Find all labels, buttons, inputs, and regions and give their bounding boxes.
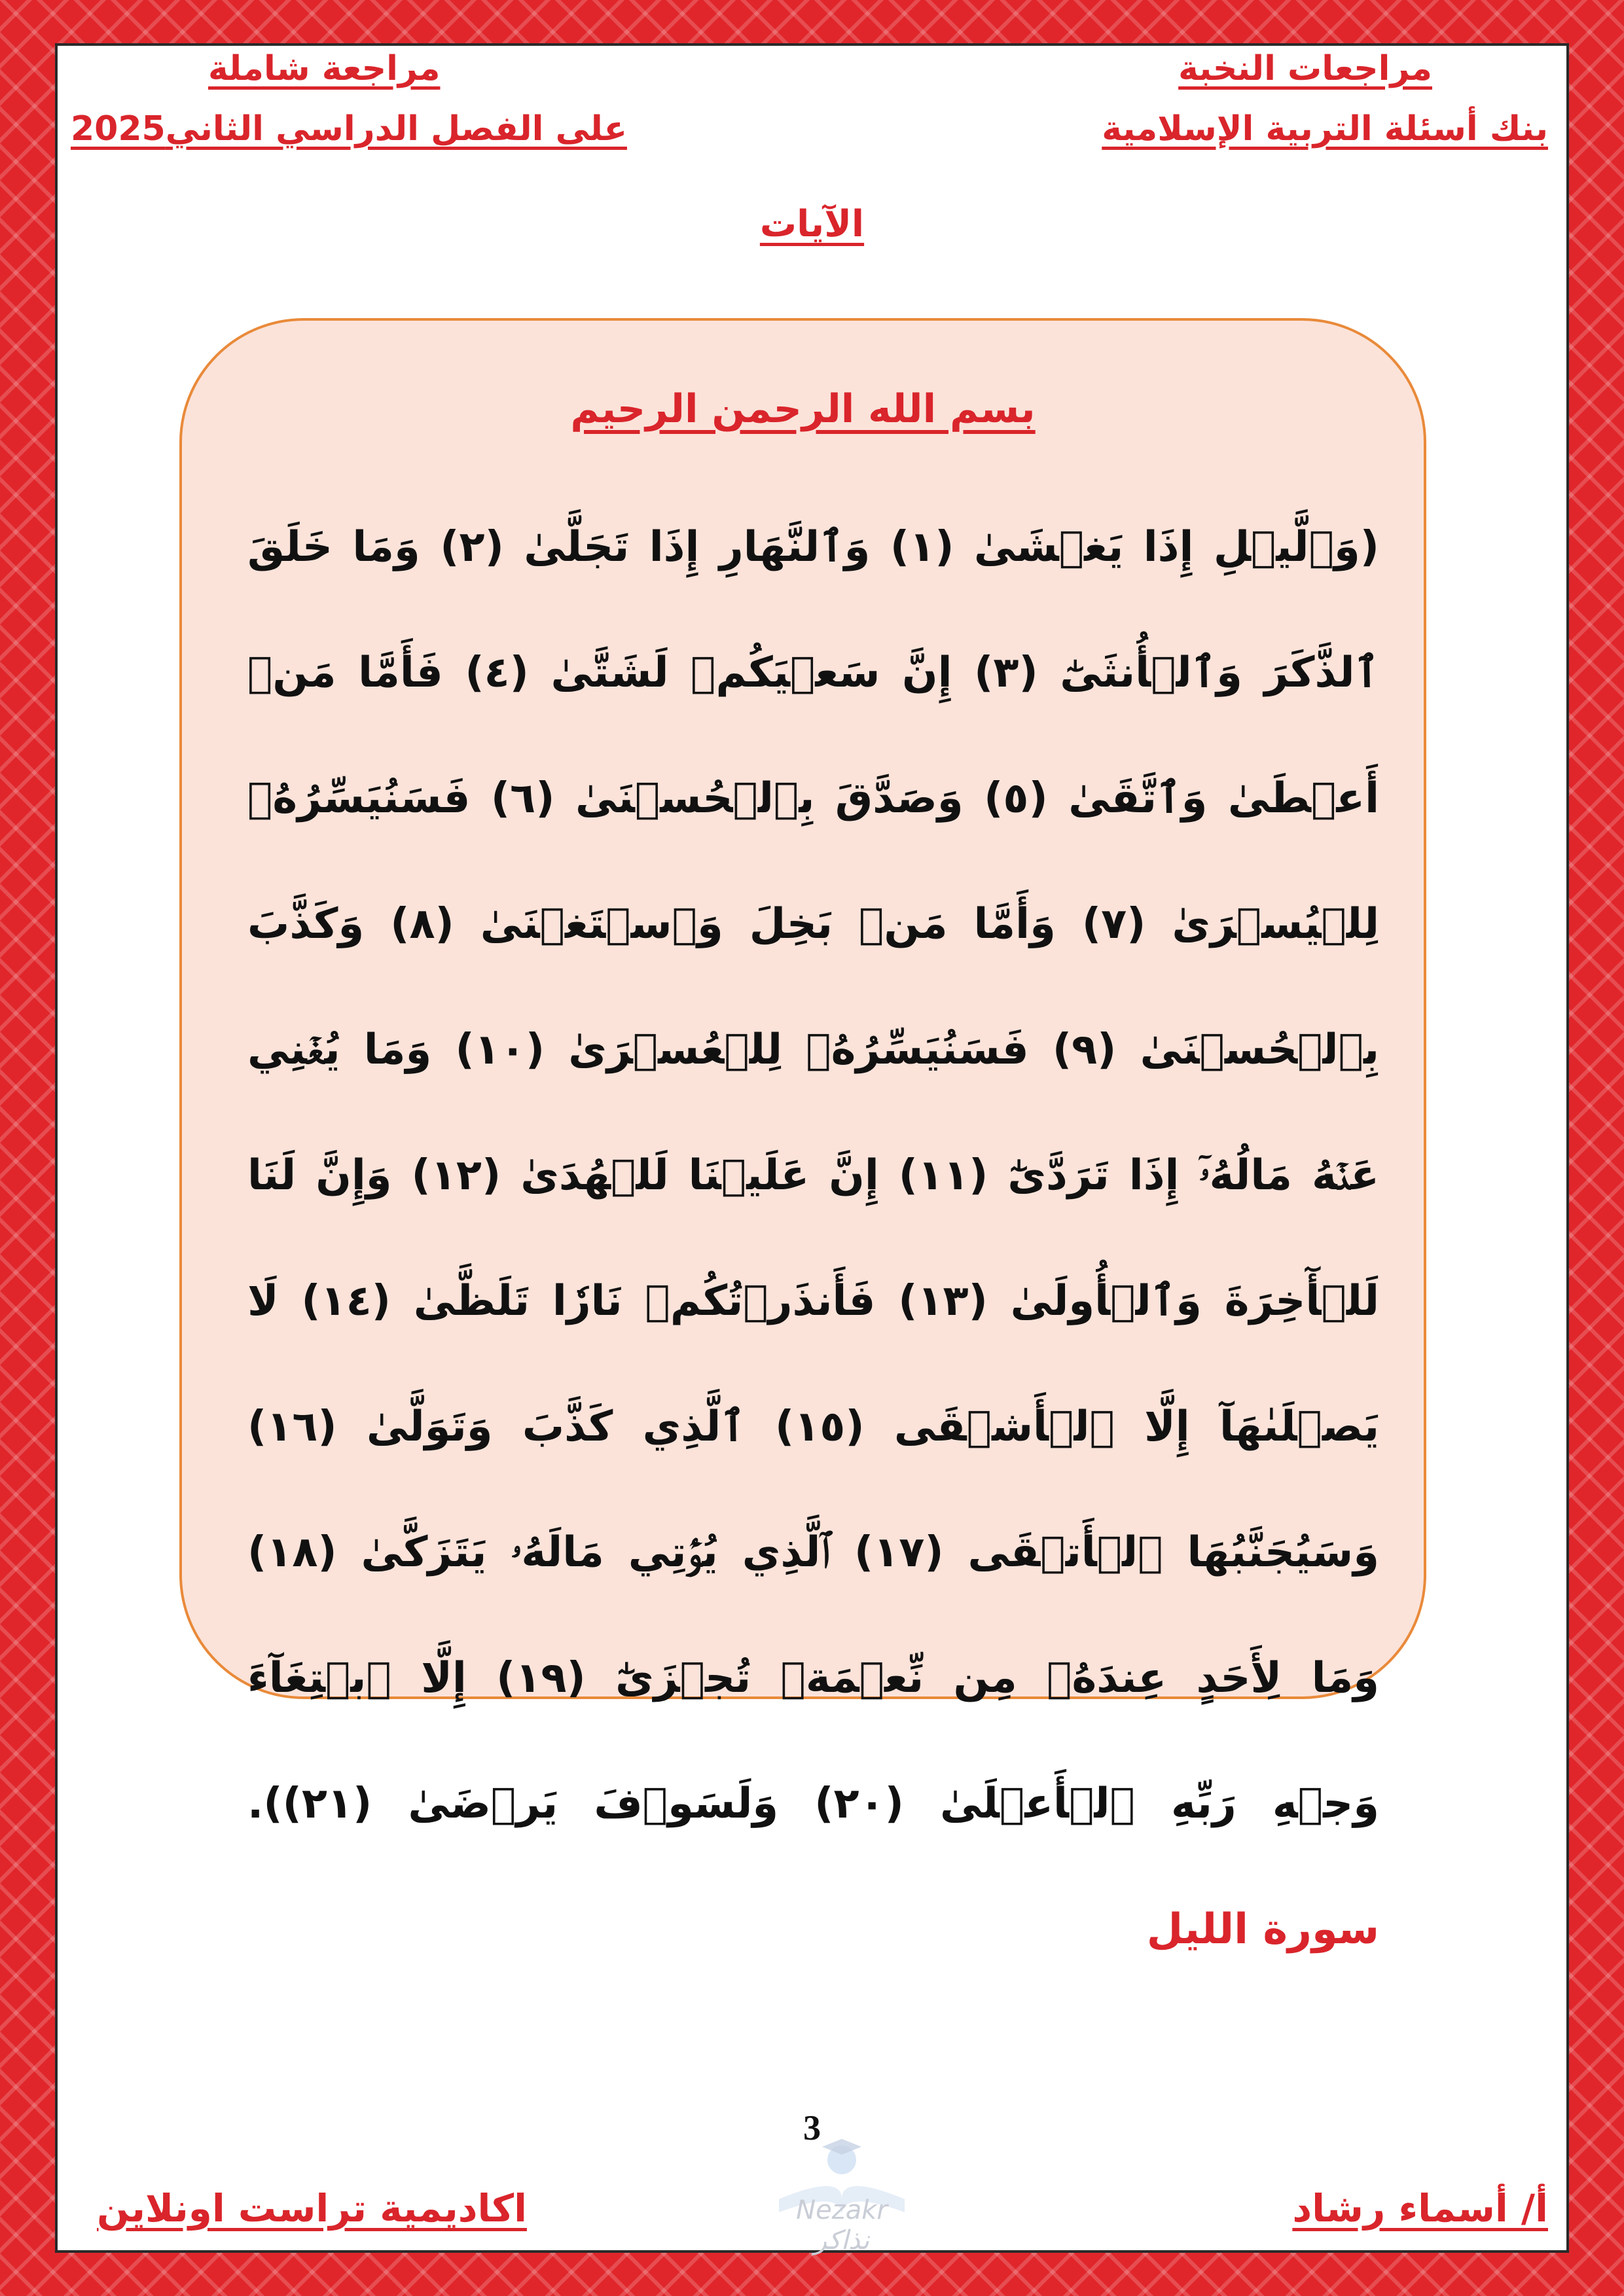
- basmala: بسم الله الرحمن الرحيم: [570, 386, 1036, 432]
- header-series-title: مراجعات النخبة: [1178, 49, 1432, 88]
- verses-box: [179, 318, 1426, 1954]
- verses-body: (وَٱلَّيۡلِ إِذَا يَغۡشَىٰ (١) وَٱلنَّهَارِ إِذَا تَجَلَّىٰ (٢) وَمَا خَلَقَ ٱلذَّكَرَ وَٱلۡأُنثَىٰٓ (٣) إِنَّ سَعۡيَكُمۡ لَشَتَّىٰ (٤) فَأَمَّا مَنۡ أَعۡطَىٰ وَٱتَّقَىٰ (٥) وَصَدَّقَ بِٱلۡحُسۡنَىٰ (٦) فَسَنُيَسِّرُهُۥ لِلۡيُسۡرَىٰ (٧) وَأَمَّا مَنۢ بَخِلَ وَٱسۡتَغۡنَىٰ (٨) وَكَذَّبَ بِٱلۡحُسۡنَىٰ (٩) فَسَنُيَسِّرُهُۥ لِلۡعُسۡرَىٰ (١٠) وَمَا يُغۡنِي عَنۡهُ مَالُهُۥٓ إِذَا تَرَدَّىٰٓ (١١) إِنَّ عَلَيۡنَا لَلۡهُدَىٰ (١٢) وَإِنَّ لَنَا لَلۡأٓخِرَةَ وَٱلۡأُولَىٰ (١٣) فَأَنذَرۡتُكُمۡ نَارٗا تَلَظَّىٰ (١٤) لَا يَصۡلَىٰهَآ إِلَّا ٱلۡأَشۡقَى (١٥) ٱلَّذِي كَذَّبَ وَتَوَلَّىٰ (١٦) وَسَيُجَنَّبُهَا ٱلۡأَتۡقَى (١٧) ٱلَّذِي يُؤۡتِي مَالَهُۥ يَتَزَكَّىٰ (١٨) وَمَا لِأَحَدٍ عِندَهُۥ مِن نِّعۡمَةٖ تُجۡزَىٰٓ (١٩) إِلَّا ٱبۡتِغَآءَ وَجۡهِ رَبِّهِ ٱلۡأَعۡلَىٰ (٢٠) وَلَسَوۡفَ يَرۡضَىٰ (٢١)).: [247, 523, 1380, 1828]
- logo-text: Nezakr نذاكر: [796, 2195, 888, 2255]
- section-title: الآيات: [759, 203, 865, 245]
- page: [55, 43, 1569, 2253]
- header-subject-title: بنك أسئلة التربية الإسلامية: [1102, 109, 1548, 149]
- footer-teacher-name: أ/ أسماء رشاد: [1292, 2186, 1548, 2231]
- footer-academy-name: اكاديمية تراست اونلاين: [97, 2186, 527, 2231]
- surah-name: سورة الليل: [1146, 1905, 1379, 1954]
- verses-text: [247, 484, 1379, 1992]
- header-semester-title: على الفصل الدراسي الثاني2025: [71, 109, 627, 149]
- header-review-title: مراجعة شاملة: [208, 49, 441, 88]
- page-number: 3: [803, 2108, 821, 2147]
